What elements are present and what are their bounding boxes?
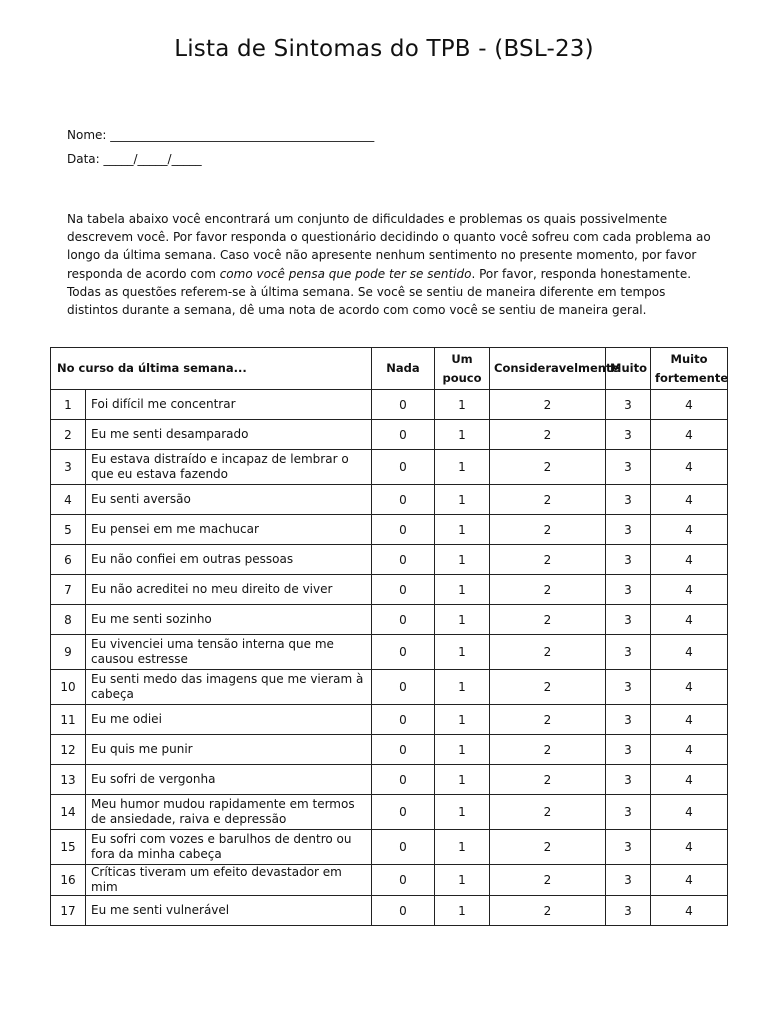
score-um-pouco[interactable]: 1 [435, 896, 490, 926]
score-um-pouco[interactable]: 1 [435, 485, 490, 515]
score-nada[interactable]: 0 [372, 515, 435, 545]
score-um-pouco[interactable]: 1 [435, 670, 490, 705]
score-um-pouco[interactable]: 1 [435, 705, 490, 735]
item-text: Eu não confiei em outras pessoas [86, 545, 372, 575]
item-text: Eu sofri de vergonha [86, 765, 372, 795]
score-muito-fortemente[interactable]: 4 [651, 765, 728, 795]
item-number: 16 [51, 865, 86, 896]
instructions-text-2: . Por favor, responda honestamente. Todas as questões referem-se à última semana. Se você se sentiu de maneira diferente em tempos distintos durante a semana, dê uma nota de acordo com como você se sentiu de maneira geral. [67, 266, 692, 318]
item-number: 2 [51, 420, 86, 450]
score-muito-fortemente[interactable]: 4 [651, 735, 728, 765]
score-um-pouco[interactable]: 1 [435, 765, 490, 795]
score-muito[interactable]: 3 [606, 515, 651, 545]
item-text: Meu humor mudou rapidamente em termos de ansiedade, raiva e depressão [86, 795, 372, 830]
header-item: No curso da última semana... [51, 348, 372, 390]
score-muito-fortemente[interactable]: 4 [651, 420, 728, 450]
item-number: 4 [51, 485, 86, 515]
score-consideravelmente[interactable]: 2 [490, 765, 606, 795]
score-nada[interactable]: 0 [372, 705, 435, 735]
score-consideravelmente[interactable]: 2 [490, 420, 606, 450]
score-um-pouco[interactable]: 1 [435, 450, 490, 485]
score-muito-fortemente[interactable]: 4 [651, 705, 728, 735]
score-muito-fortemente[interactable]: 4 [651, 485, 728, 515]
score-muito[interactable]: 3 [606, 735, 651, 765]
score-nada[interactable]: 0 [372, 635, 435, 670]
score-nada[interactable]: 0 [372, 575, 435, 605]
score-um-pouco[interactable]: 1 [435, 830, 490, 865]
item-number: 12 [51, 735, 86, 765]
score-nada[interactable]: 0 [372, 450, 435, 485]
instructions-text-1: Na tabela abaixo você encontrará um conjunto de dificuldades e problemas os quais possivelmente descrevem você. Por favor responda o questionário decidindo o quanto você sofreu com cada problema ao longo da última semana. Caso você não apresente nenhum sentimento no presente momento, por favor responda de acordo com [67, 212, 711, 281]
table-row [51, 865, 728, 896]
score-consideravelmente[interactable]: 2 [490, 635, 606, 670]
item-number: 9 [51, 635, 86, 670]
score-muito[interactable]: 3 [606, 545, 651, 575]
score-muito[interactable]: 3 [606, 420, 651, 450]
table-row [51, 735, 728, 765]
score-um-pouco[interactable]: 1 [435, 735, 490, 765]
score-nada[interactable]: 0 [372, 420, 435, 450]
item-number: 15 [51, 830, 86, 865]
score-muito-fortemente[interactable]: 4 [651, 795, 728, 830]
table-row [51, 705, 728, 735]
item-number: 11 [51, 705, 86, 735]
item-text: Eu vivenciei uma tensão interna que me causou estresse [86, 635, 372, 670]
score-muito-fortemente[interactable]: 4 [651, 865, 728, 896]
item-text: Eu me odiei [86, 705, 372, 735]
instructions-paragraph [67, 210, 717, 319]
date-field: Data: _____/_____/_____ [67, 152, 202, 166]
score-muito-fortemente[interactable]: 4 [651, 575, 728, 605]
score-muito[interactable]: 3 [606, 865, 651, 896]
score-muito[interactable]: 3 [606, 896, 651, 926]
table-row [51, 485, 728, 515]
score-muito-fortemente[interactable]: 4 [651, 635, 728, 670]
score-consideravelmente[interactable]: 2 [490, 735, 606, 765]
score-muito[interactable]: 3 [606, 450, 651, 485]
score-muito[interactable]: 3 [606, 795, 651, 830]
score-um-pouco[interactable]: 1 [435, 575, 490, 605]
table-row [51, 605, 728, 635]
score-consideravelmente[interactable]: 2 [490, 830, 606, 865]
score-muito-fortemente[interactable]: 4 [651, 670, 728, 705]
item-text: Eu me senti desamparado [86, 420, 372, 450]
item-number: 6 [51, 545, 86, 575]
item-number: 10 [51, 670, 86, 705]
score-consideravelmente[interactable]: 2 [490, 485, 606, 515]
score-um-pouco[interactable]: 1 [435, 865, 490, 896]
score-consideravelmente[interactable]: 2 [490, 515, 606, 545]
score-consideravelmente[interactable]: 2 [490, 450, 606, 485]
score-consideravelmente[interactable]: 2 [490, 670, 606, 705]
score-nada[interactable]: 0 [372, 795, 435, 830]
score-muito[interactable]: 3 [606, 575, 651, 605]
score-nada[interactable]: 0 [372, 896, 435, 926]
score-muito-fortemente[interactable]: 4 [651, 605, 728, 635]
score-muito-fortemente[interactable]: 4 [651, 390, 728, 420]
item-text: Eu sofri com vozes e barulhos de dentro ou fora da minha cabeça [86, 830, 372, 865]
score-muito-fortemente[interactable]: 4 [651, 830, 728, 865]
table-row [51, 635, 728, 670]
score-muito-fortemente[interactable]: 4 [651, 515, 728, 545]
score-muito[interactable]: 3 [606, 670, 651, 705]
table-header-row [51, 348, 728, 390]
item-text: Eu pensei em me machucar [86, 515, 372, 545]
header-consideravelmente: Consideravelmente [490, 348, 606, 390]
score-um-pouco[interactable]: 1 [435, 605, 490, 635]
item-text: Foi difícil me concentrar [86, 390, 372, 420]
item-text: Eu não acreditei no meu direito de viver [86, 575, 372, 605]
score-muito[interactable]: 3 [606, 485, 651, 515]
item-number: 14 [51, 795, 86, 830]
score-muito[interactable]: 3 [606, 765, 651, 795]
header-muito: Muito [606, 348, 651, 390]
score-consideravelmente[interactable]: 2 [490, 705, 606, 735]
item-number: 1 [51, 390, 86, 420]
item-number: 8 [51, 605, 86, 635]
score-nada[interactable]: 0 [372, 765, 435, 795]
header-um-pouco: Um pouco [435, 348, 490, 390]
score-consideravelmente[interactable]: 2 [490, 605, 606, 635]
table-row [51, 575, 728, 605]
score-nada[interactable]: 0 [372, 545, 435, 575]
score-muito[interactable]: 3 [606, 635, 651, 670]
item-number: 7 [51, 575, 86, 605]
table-row [51, 450, 728, 485]
score-nada[interactable]: 0 [372, 735, 435, 765]
item-number: 13 [51, 765, 86, 795]
score-muito[interactable]: 3 [606, 390, 651, 420]
table-row [51, 420, 728, 450]
score-consideravelmente[interactable]: 2 [490, 896, 606, 926]
score-muito-fortemente[interactable]: 4 [651, 545, 728, 575]
score-nada[interactable]: 0 [372, 485, 435, 515]
score-consideravelmente[interactable]: 2 [490, 390, 606, 420]
score-nada[interactable]: 0 [372, 670, 435, 705]
header-nada: Nada [372, 348, 435, 390]
table-row [51, 390, 728, 420]
score-nada[interactable]: 0 [372, 390, 435, 420]
item-text: Eu senti aversão [86, 485, 372, 515]
table-row [51, 545, 728, 575]
table-row [51, 515, 728, 545]
score-um-pouco[interactable]: 1 [435, 420, 490, 450]
item-text: Eu quis me punir [86, 735, 372, 765]
score-muito[interactable]: 3 [606, 830, 651, 865]
table-row [51, 830, 728, 865]
item-number: 5 [51, 515, 86, 545]
score-muito[interactable]: 3 [606, 705, 651, 735]
score-muito-fortemente[interactable]: 4 [651, 896, 728, 926]
score-muito-fortemente[interactable]: 4 [651, 450, 728, 485]
score-muito[interactable]: 3 [606, 605, 651, 635]
symptoms-table [50, 347, 728, 926]
score-um-pouco[interactable]: 1 [435, 795, 490, 830]
header-muito-fortemente: Muito fortemente [651, 348, 728, 390]
score-um-pouco[interactable]: 1 [435, 515, 490, 545]
score-nada[interactable]: 0 [372, 605, 435, 635]
table-row [51, 896, 728, 926]
item-text: Eu me senti sozinho [86, 605, 372, 635]
instructions-italic: como você pensa que pode ter se sentido [219, 266, 472, 281]
score-nada[interactable]: 0 [372, 830, 435, 865]
score-consideravelmente[interactable]: 2 [490, 795, 606, 830]
score-nada[interactable]: 0 [372, 865, 435, 896]
table-row [51, 670, 728, 705]
item-text: Eu senti medo das imagens que me vieram à cabeça [86, 670, 372, 705]
score-consideravelmente[interactable]: 2 [490, 575, 606, 605]
item-text: Eu me senti vulnerável [86, 896, 372, 926]
table-row [51, 795, 728, 830]
item-number: 17 [51, 896, 86, 926]
score-consideravelmente[interactable]: 2 [490, 545, 606, 575]
score-consideravelmente[interactable]: 2 [490, 865, 606, 896]
table-row [51, 765, 728, 795]
score-um-pouco[interactable]: 1 [435, 635, 490, 670]
name-field: Nome: ____________________________________________ [67, 128, 375, 142]
page-title: Lista de Sintomas do TPB - (BSL-23) [174, 36, 594, 62]
item-number: 3 [51, 450, 86, 485]
score-um-pouco[interactable]: 1 [435, 390, 490, 420]
item-text: Eu estava distraído e incapaz de lembrar o que eu estava fazendo [86, 450, 372, 485]
score-um-pouco[interactable]: 1 [435, 545, 490, 575]
item-text: Críticas tiveram um efeito devastador em mim [86, 865, 372, 896]
